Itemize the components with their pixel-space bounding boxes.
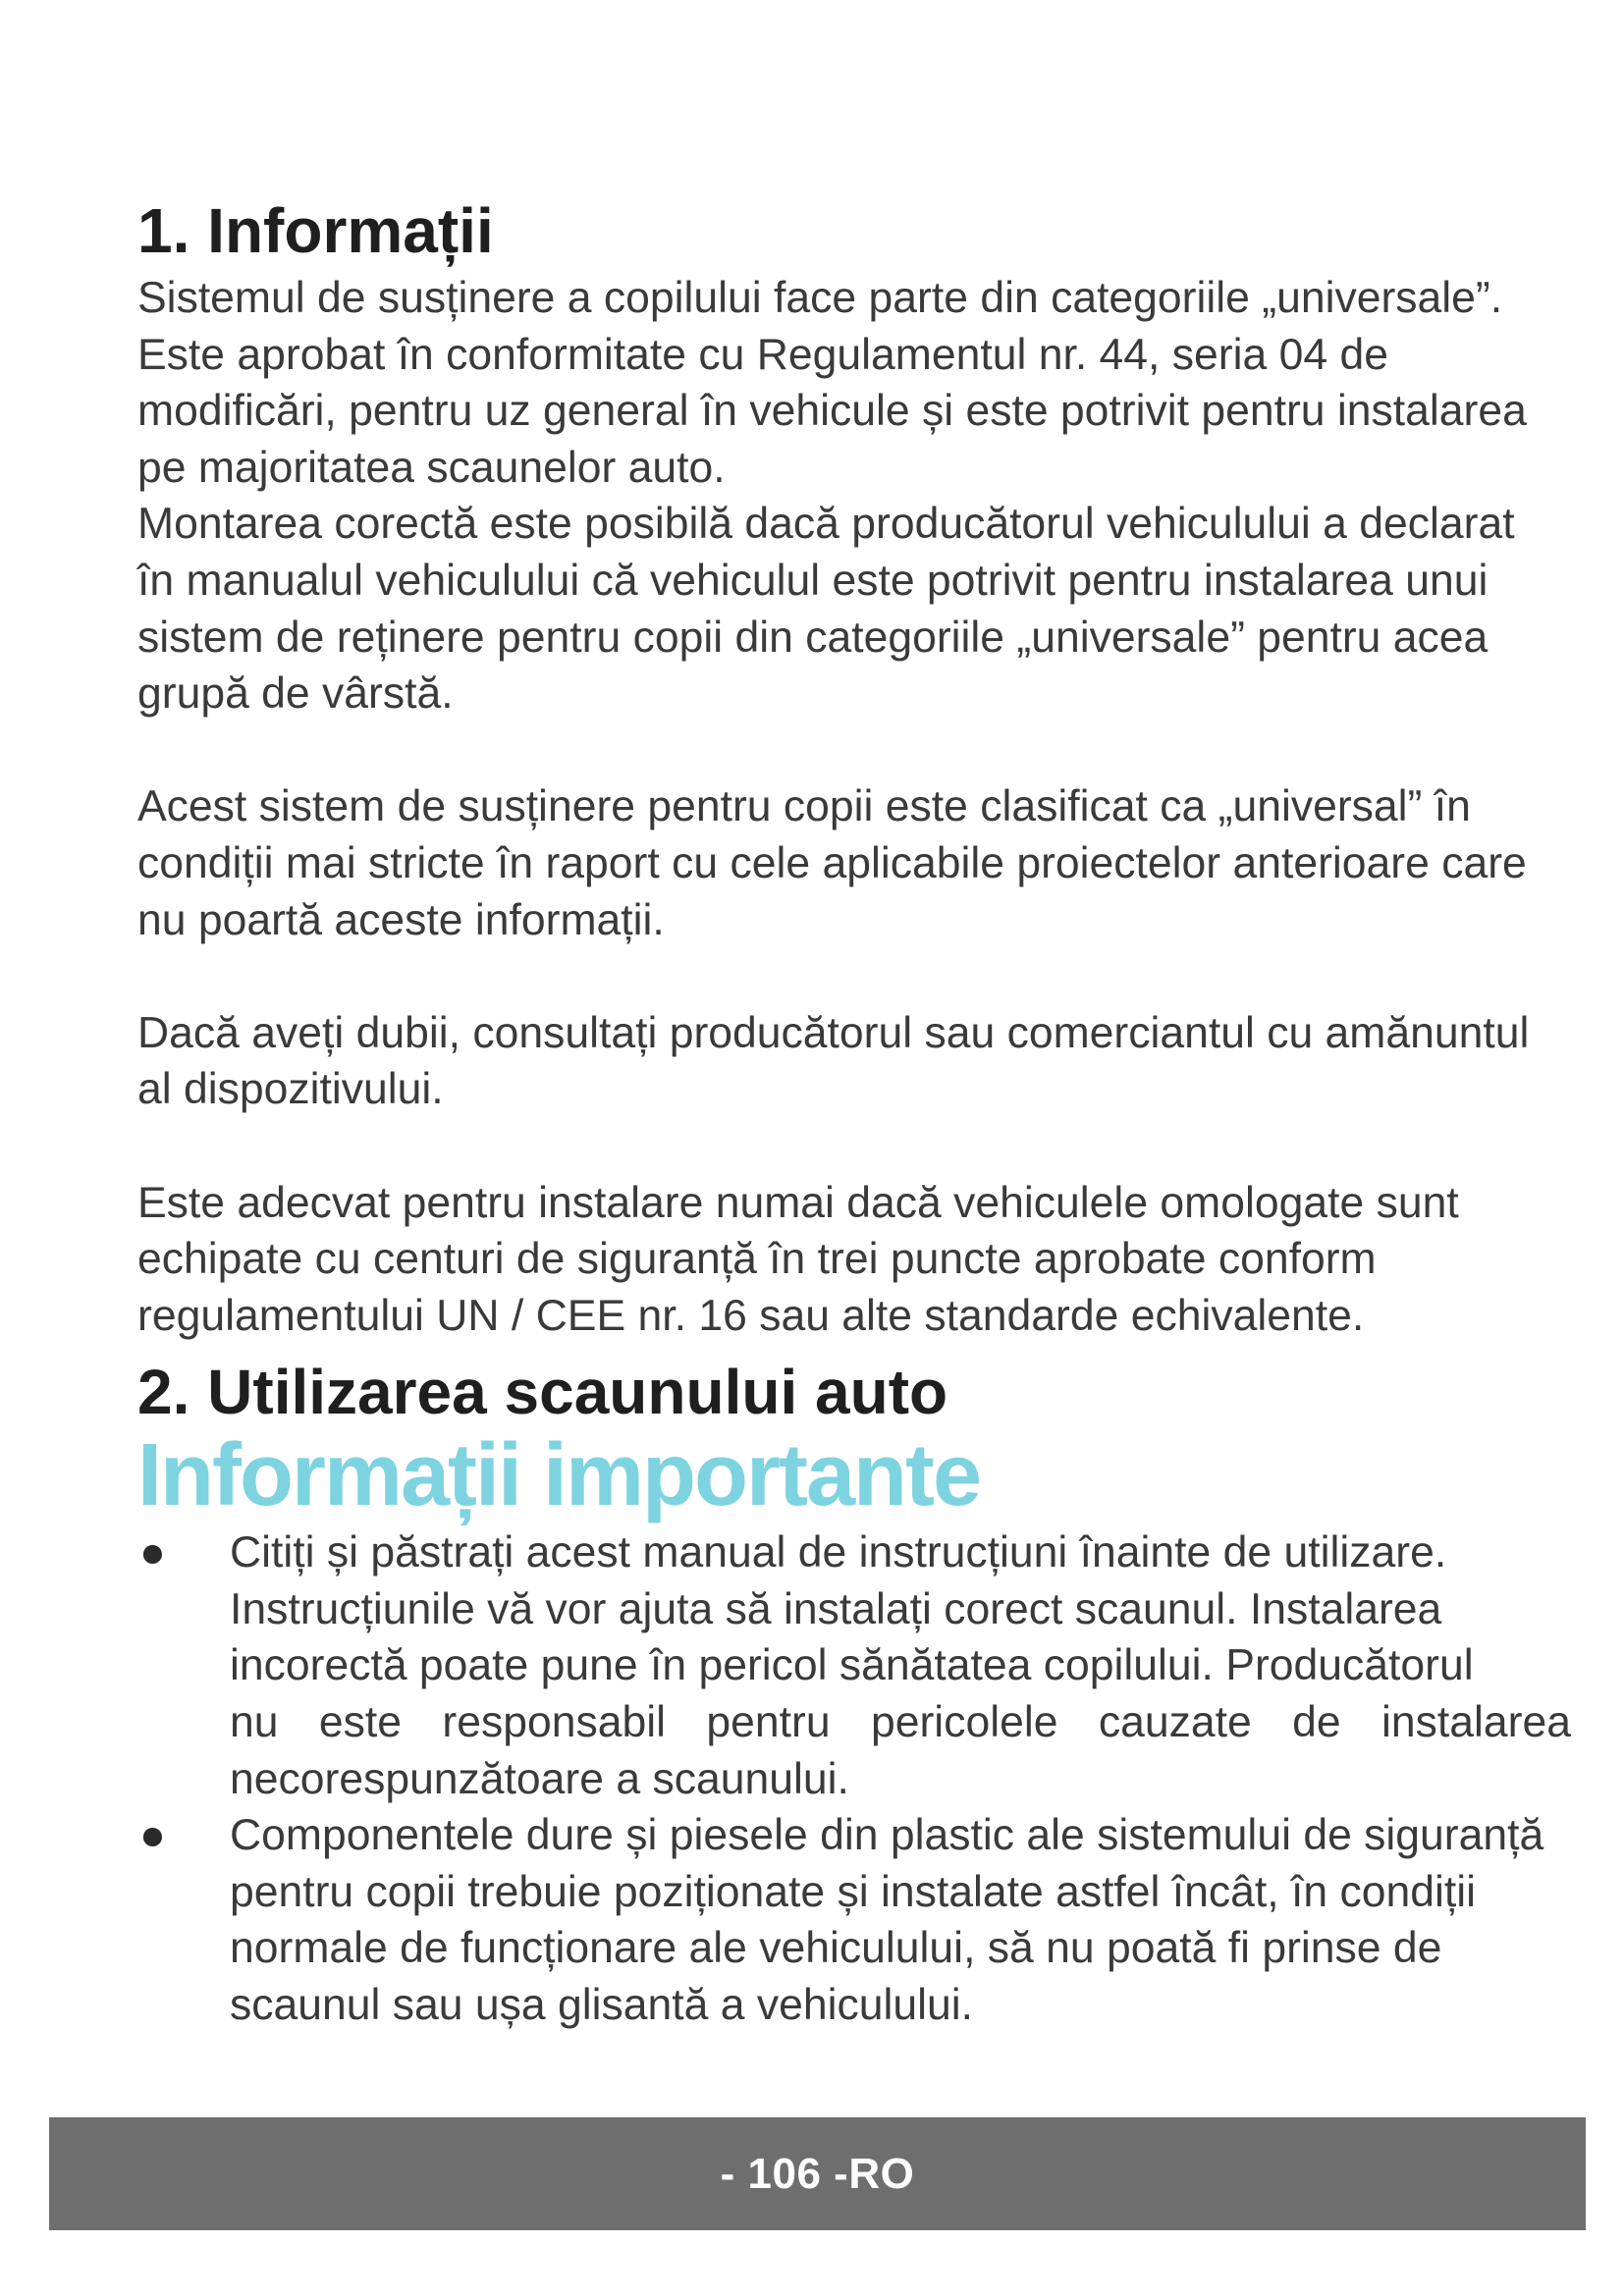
important-info-title: Informații importante [137,1426,981,1525]
text-line: incorectă poate pune în pericol sănătatea copilului. Producătorul [230,1641,1474,1690]
important-info-list [137,1524,1571,2033]
text-line: regulamentului UN / CEE nr. 16 sau alte standarde echivalente. [137,1291,1365,1340]
section-1-paragraph-3 [137,1005,1571,1118]
list-item [137,1524,1571,1807]
text-line: Este adecvat pentru instalare numai dacă vehiculele omologate sunt [137,1178,1459,1227]
section-1-paragraph-2 [137,778,1571,948]
text-line: normale de funcționare ale vehiculului, să nu poată fi prinse de [230,1924,1442,1973]
text-line: Citiți și păstrați acest manual de instrucțiuni înainte de utilizare. [230,1528,1447,1577]
text-line: condiții mai stricte în raport cu cele aplicabile proiectelor anterioare care [137,838,1527,887]
paragraph-spacer [137,722,1571,779]
section-1-title: 1. Informații [137,195,494,266]
text-line: modificări, pentru uz general în vehicule și este potrivit pentru instalarea [137,387,1527,436]
text-line: nu este responsabil pentru pericolele cauzate de instalarea [230,1698,1571,1747]
paragraph-spacer [137,948,1571,1005]
section-1-paragraph-4 [137,1175,1571,1345]
text-line: nu poartă aceste informații. [137,895,665,944]
bullet-icon: ● [139,1528,166,1577]
paragraph-spacer [137,1118,1571,1175]
list-item [137,1807,1571,2033]
text-line: sistem de reținere pentru copii din categoriile „universale” pentru acea [137,613,1489,662]
text-line: pe majoritatea scaunelor auto. [137,443,726,492]
page-footer-bar [49,2117,1586,2230]
text-line: Acest sistem de susținere pentru copii este clasificat ca „universal” în [137,782,1471,831]
text-line: Este aprobat în conformitate cu Regulamentul nr. 44, seria 04 de [137,330,1388,379]
text-line: pentru copii trebuie poziționate și instalate astfel încât, în condiții [230,1867,1476,1916]
text-line: Montarea corectă este posibilă dacă producătorul vehiculului a declarat [137,500,1515,549]
section-1-paragraph-1 [137,270,1571,722]
text-line: necorespunzătoare a scaunului. [230,1754,849,1803]
text-line: în manualul vehiculului că vehiculul este potrivit pentru instalarea unui [137,556,1489,605]
text-line: Dacă aveți dubii, consultați producătorul sau comerciantul cu amănuntul [137,1008,1530,1057]
text-line: Componentele dure și piesele din plastic ale sistemului de siguranță [230,1811,1544,1860]
text-line: Instrucțiunile vă vor ajuta să instalați corect scaunul. Instalarea [230,1584,1442,1633]
page-content [137,191,1571,2034]
text-line: al dispozitivului. [137,1065,444,1114]
text-line: echipate cu centuri de siguranță în trei puncte aprobate conform [137,1235,1377,1284]
bullet-icon: ● [139,1811,166,1860]
text-line: Sistemul de susținere a copilului face parte din categoriile „universale”. [137,274,1503,322]
text-line: grupă de vârstă. [137,669,454,719]
section-2-title: 2. Utilizarea scaunului auto [137,1357,948,1428]
page-number: - 106 -RO [720,2149,915,2198]
text-line: scaunul sau ușa glisantă a vehiculului. [230,1981,973,2030]
